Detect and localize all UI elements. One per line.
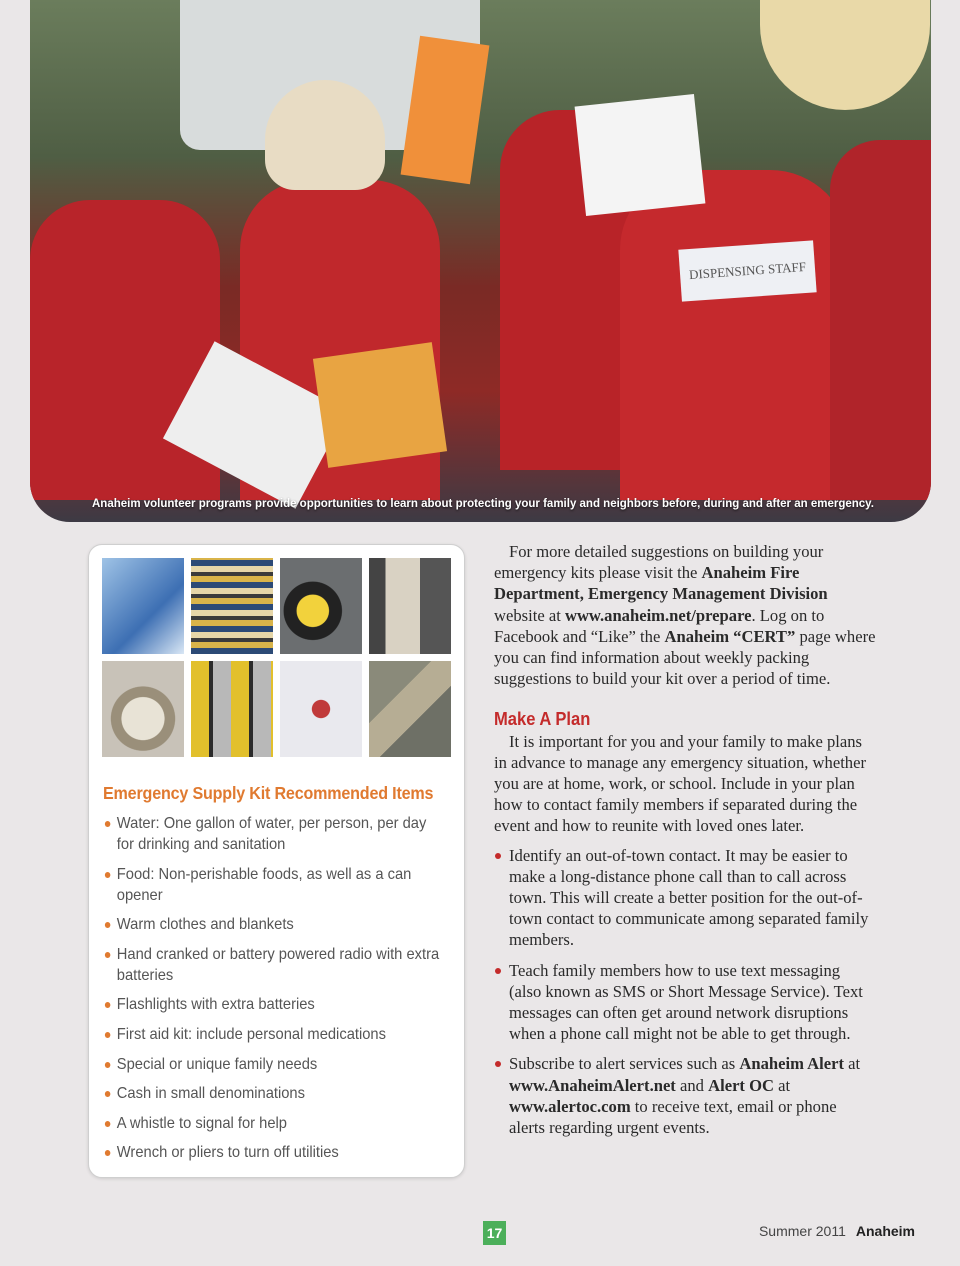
anaheim-alert-link[interactable]: www.AnaheimAlert.net [509,1075,676,1095]
volunteer-vest-left [30,200,220,500]
supply-photo-grid [102,558,452,757]
plan-bullet: Identify an out-of-town contact. It may be easier to make a long-distance phone call than to call across town. This will create a better position for the out-of-town contact to communicate among separated family members. [494,845,876,951]
intro-paragraph: For more detailed suggestions on building your emergency kits please visit the Anaheim Fire Department, Emergency Management Division website at www.anaheim.net/prepare. Log on to Facebook and “Like” the Anaheim “CERT” page where you can find information about weekly packing suggestions to build your kit over a period of time. [494,542,876,689]
plan-bullet-list [494,845,876,1139]
bucket-hat [265,80,385,190]
issue-date: Summer 2011 [758,1223,846,1239]
list-item: Flashlights with extra batteries [103,994,441,1015]
alertoc-link[interactable]: www.alertoc.com [509,1096,631,1116]
water-bottles-photo [102,558,184,654]
anaheim-alert-name: Anaheim Alert [739,1054,845,1074]
supply-kit-box [88,544,465,1178]
list-item: Special or unique family needs [103,1054,441,1075]
alert-oc-name: Alert OC [708,1075,774,1095]
article-column [494,541,876,1147]
plan-paragraph: It is important for you and your family to make plans in advance to manage any emergency situation, whether you are at home, work, or school. Include in your plan how to contact family members if separated during the event and how to reunite with loved ones later. [494,731,866,836]
list-item: Water: One gallon of water, per person, per day for drinking and sanitation [103,813,441,855]
hero-photo [30,0,931,522]
kit-title: Emergency Supply Kit Recommended Items [103,783,434,803]
make-a-plan-heading: Make A Plan [494,709,591,730]
sun-hat [760,0,930,110]
list-item: First aid kit: include personal medications [103,1024,441,1045]
can-opener-photo [102,661,184,757]
dispensing-staff-label: DISPENSING STAFF [678,240,816,301]
kit-item-list [103,813,443,1172]
cert-page-name: Anaheim “CERT” [664,626,796,646]
footer-issue [759,1223,915,1239]
orange-envelope [313,342,447,468]
volunteer-vest-far-right [620,170,850,500]
list-item: Cash in small denominations [103,1083,441,1104]
volunteer-vest-edge [830,140,931,500]
prepare-link[interactable]: www.anaheim.net/prepare [564,605,752,625]
radio-photo [369,558,451,654]
magazine-name: Anaheim [855,1223,915,1239]
flashlight-photo [280,558,362,654]
blanket-photo [191,558,273,654]
photo-caption: Anaheim volunteer programs provide opportunities to learn about protecting your family and neighbors before, during and after an emergency. [92,498,874,510]
batteries-photo [191,661,273,757]
plan-bullet: Teach family members how to use text messaging (also known as SMS or Short Message Service). Text messages can often get around network disruptions when a phone call might not be able to get through. [494,960,876,1045]
fire-department-name: Anaheim Fire Department, Emergency Management Division [494,563,828,604]
list-item: A whistle to signal for help [103,1113,441,1134]
page-number: 17 [483,1221,506,1245]
list-item: Wrench or pliers to turn off utilities [103,1142,441,1163]
plan-bullet: Subscribe to alert services such as Anaheim Alert at www.AnaheimAlert.net and Alert OC at www.alertoc.com to receive text, email or phone alerts regarding urgent events. [494,1053,876,1138]
list-item: Warm clothes and blankets [103,914,441,935]
clipboard-paper [575,94,706,216]
list-item: Food: Non-perishable foods, as well as a can opener [103,864,441,906]
list-item: Hand cranked or battery powered radio with extra batteries [103,944,441,986]
cash-photo [369,661,451,757]
first-aid-photo [280,661,362,757]
